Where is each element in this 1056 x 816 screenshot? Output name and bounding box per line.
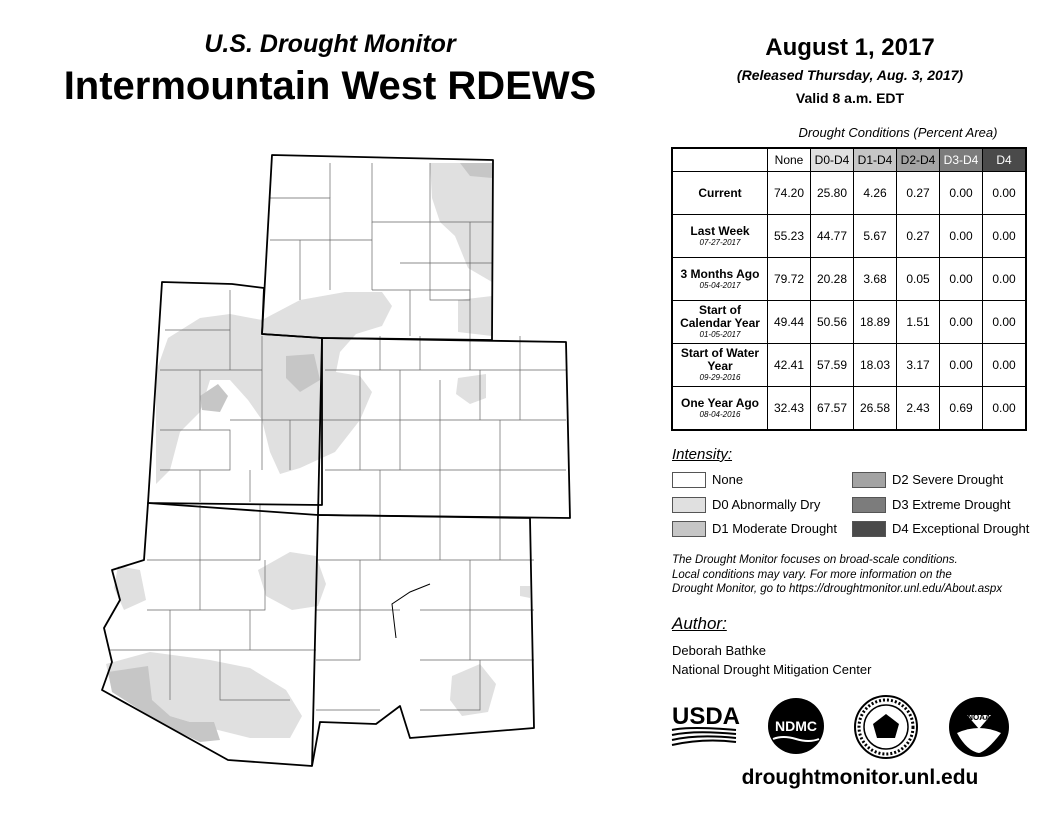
d0-area xyxy=(456,374,486,404)
legend-swatch xyxy=(672,497,706,513)
table-row xyxy=(672,258,1026,301)
legend-label: D0 Abnormally Dry xyxy=(712,497,821,512)
legend-swatch xyxy=(852,521,886,537)
table-cell: 3.68 xyxy=(854,258,897,301)
col-d2-d4: D2-D4 xyxy=(897,148,940,172)
col-d3-d4: D3-D4 xyxy=(940,148,983,172)
noaa-logo-text: NOAA xyxy=(967,713,991,722)
table-cell: 1.51 xyxy=(897,301,940,344)
note-line: The Drought Monitor focuses on broad-scale conditions. xyxy=(672,554,958,566)
release-date: (Released Thursday, Aug. 3, 2017) xyxy=(736,67,964,83)
table-cell: 0.00 xyxy=(983,387,1027,431)
legend-label: D4 Exceptional Drought xyxy=(892,521,1030,536)
col-none: None xyxy=(768,148,811,172)
table-cell: 32.43 xyxy=(768,387,811,431)
table-cell: 18.03 xyxy=(854,344,897,387)
table-row xyxy=(672,215,1026,258)
table-cell: 2.43 xyxy=(897,387,940,431)
d0-areas xyxy=(106,163,530,738)
row-label: One Year Ago 08-04-2016 xyxy=(672,387,768,431)
author-heading: Author: xyxy=(672,614,727,633)
map-subtitle: U.S. Drought Monitor xyxy=(204,30,456,58)
table-cell: 0.00 xyxy=(940,258,983,301)
row-label: Start of Water Year 09-29-2016 xyxy=(672,344,768,387)
table-row xyxy=(672,172,1026,215)
legend-label: None xyxy=(712,472,744,487)
legend-swatch xyxy=(852,497,886,513)
table-cell: 0.27 xyxy=(897,215,940,258)
table-cell: 18.89 xyxy=(854,301,897,344)
table-cell: 0.00 xyxy=(983,301,1027,344)
col-d0-d4: D0-D4 xyxy=(811,148,854,172)
note-line: Local conditions may vary. For more information on the xyxy=(672,568,952,581)
author-name: Deborah Bathke xyxy=(672,643,766,658)
table-cell: 4.26 xyxy=(854,172,897,215)
ndmc-logo-icon xyxy=(765,697,827,755)
table-header-row xyxy=(672,148,1026,172)
legend-swatch xyxy=(672,472,706,488)
table-cell: 42.41 xyxy=(768,344,811,387)
author-org: National Drought Mitigation Center xyxy=(672,662,872,677)
valid-time: Valid 8 a.m. EDT xyxy=(795,90,905,106)
table-cell: 0.00 xyxy=(983,258,1027,301)
author-block xyxy=(672,641,871,679)
river-line xyxy=(392,584,430,638)
d0-area xyxy=(458,296,492,336)
table-cell: 0.05 xyxy=(897,258,940,301)
table-cell: 26.58 xyxy=(854,387,897,431)
d0-area xyxy=(430,163,492,282)
noaa-logo-icon xyxy=(947,695,1011,759)
legend-label: D3 Extreme Drought xyxy=(892,497,1011,512)
table-cell: 0.00 xyxy=(940,215,983,258)
table-row xyxy=(672,344,1026,387)
table-cell: 0.00 xyxy=(940,172,983,215)
disclaimer-note xyxy=(672,553,1052,597)
table-cell: 44.77 xyxy=(811,215,854,258)
table-cell: 25.80 xyxy=(811,172,854,215)
col-d4: D4 xyxy=(983,148,1027,172)
row-label: Current xyxy=(672,172,768,215)
drought-conditions-table xyxy=(671,147,1027,431)
table-cell: 74.20 xyxy=(768,172,811,215)
ndmc-logo-text: NDMC xyxy=(775,718,817,734)
new-mexico-border xyxy=(312,515,534,766)
legend-heading: Intensity: xyxy=(672,446,733,463)
table-cell: 20.28 xyxy=(811,258,854,301)
commerce-seal-icon xyxy=(853,694,919,760)
table-corner xyxy=(672,148,768,172)
table-cell: 0.00 xyxy=(940,344,983,387)
col-d1-d4: D1-D4 xyxy=(854,148,897,172)
table-cell: 3.17 xyxy=(897,344,940,387)
usda-logo-text: USDA xyxy=(672,703,740,730)
map-title: Intermountain West RDEWS xyxy=(63,64,597,108)
table-cell: 0.00 xyxy=(983,172,1027,215)
table-cell: 0.00 xyxy=(940,301,983,344)
table-cell: 79.72 xyxy=(768,258,811,301)
d0-area xyxy=(450,664,496,716)
table-cell: 0.00 xyxy=(983,215,1027,258)
table-cell: 0.69 xyxy=(940,387,983,431)
d0-area xyxy=(520,586,530,598)
legend-swatch xyxy=(852,472,886,488)
table-cell: 57.59 xyxy=(811,344,854,387)
note-line: Drought Monitor, go to https://droughtmonitor.unl.edu/About.aspx xyxy=(672,583,1003,595)
table-row xyxy=(672,387,1026,431)
table-cell: 55.23 xyxy=(768,215,811,258)
legend-label: D2 Severe Drought xyxy=(892,472,1004,487)
table-cell: 50.56 xyxy=(811,301,854,344)
usda-logo-icon xyxy=(670,700,740,750)
row-label: 3 Months Ago 05-04-2017 xyxy=(672,258,768,301)
table-cell: 0.27 xyxy=(897,172,940,215)
website-link[interactable]: droughtmonitor.unl.edu xyxy=(741,766,979,789)
legend-swatch xyxy=(672,521,706,537)
table-cell: 0.00 xyxy=(983,344,1027,387)
row-label: Last Week 07-27-2017 xyxy=(672,215,768,258)
legend-label: D1 Moderate Drought xyxy=(712,521,838,536)
table-cell: 49.44 xyxy=(768,301,811,344)
row-label: Start of Calendar Year 01-05-2017 xyxy=(672,301,768,344)
d0-area xyxy=(156,292,392,484)
colorado-border xyxy=(318,338,570,518)
table-row xyxy=(672,301,1026,344)
table-cell: 5.67 xyxy=(854,215,897,258)
table-cell: 67.57 xyxy=(811,387,854,431)
table-caption: Drought Conditions (Percent Area) xyxy=(798,125,998,140)
map-date: August 1, 2017 xyxy=(765,34,935,61)
